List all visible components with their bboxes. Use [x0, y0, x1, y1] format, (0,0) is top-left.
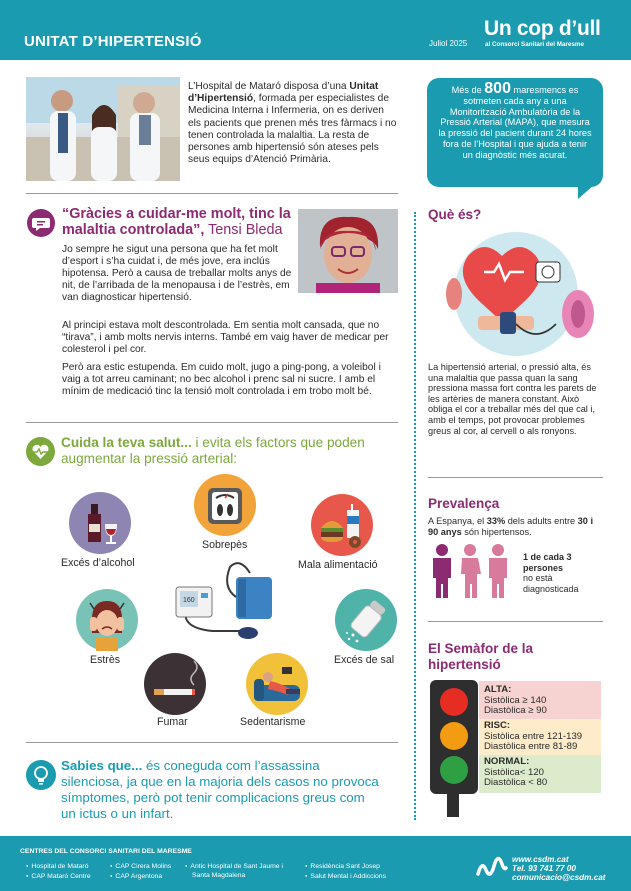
salt-shaker-icon	[335, 589, 397, 651]
smoke-label: Fumar	[157, 716, 188, 728]
divider	[428, 621, 603, 622]
csdm-logo-icon	[476, 856, 508, 878]
phone-number: Tel. 93 741 77 00	[512, 864, 576, 874]
svg-text:160: 160	[183, 597, 195, 604]
tensi-bleda-photo	[298, 209, 398, 293]
stress-icon	[76, 589, 138, 651]
bubble-tail	[578, 185, 594, 199]
sedentary-icon	[246, 653, 308, 715]
amber-light-icon	[440, 722, 468, 750]
alcohol-label: Excés d’alcohol	[61, 557, 135, 569]
level-alta: ALTA: Sistòlica ≥ 140 Diastòlica ≥ 90	[479, 681, 601, 719]
footer-contact	[512, 855, 606, 883]
footer-title: CENTRES DEL CONSORCI SANITARI DEL MARESME	[20, 848, 192, 855]
stress-label: Estrès	[90, 654, 121, 666]
team-photo	[26, 77, 180, 181]
cigarette-icon	[144, 653, 206, 715]
que-es-text: La hipertensió arterial, o pressió alta, és una malaltia que passa quan la sang pressiona massa fort contra les parets de les artèries de manera constant. Això obliga el cor a treballar més del que cal i, amb el temps, pot provocar problemes greus al cor, al cervell o als ronyons.	[428, 362, 597, 436]
blood-pressure-monitor-icon	[172, 557, 292, 641]
scale-icon	[194, 474, 256, 536]
newsletter-subtitle: al Consorci Sanitari del Maresme	[485, 41, 585, 48]
mapa-info-bubble: Més de 800 maresmencs es sotmeten cada any a una Monitorització Ambulatòria de la Pressió Arterial (MAPA), que mesura la pressió del pacient durant 24 hores fora de l’Hospital i que ajuda a tenir un diagnòstic més acurat.	[427, 78, 603, 187]
testimonial-quote: “Gràcies a cuidar-me molt, tinc la malaltia controlada”, Tensi Bleda	[62, 206, 291, 238]
issue-date: Juliol 2025	[429, 39, 468, 48]
people-icons	[428, 542, 516, 600]
green-light-icon	[440, 756, 468, 784]
footer-centres-col-2: ● CAP Cirera Molins ● CAP Argentona	[110, 862, 171, 881]
weight-label: Sobrepès	[202, 539, 248, 551]
junk-food-icon	[311, 494, 373, 556]
salt-label: Excés de sal	[334, 654, 395, 666]
divider	[428, 477, 603, 478]
food-label: Mala alimentació	[298, 559, 378, 571]
website-link[interactable]: www.csdm.cat	[512, 855, 569, 864]
prevalenca-text: A Espanya, el 33% dels adults entre 30 i 90 anys són hipertensos.	[428, 516, 593, 537]
testimonial-paragraph-3: Però ara estic estupenda. Em cuido molt, jugo a ping-pong, a voleibol i vaig a tot arreu caminant; no bec alcohol i prenc sal ni sucre. I amb el mínim de medicació tinc la tensió molt controlada i em trobo molt bé.	[62, 362, 381, 397]
level-normal: NORMAL: Sistòlica< 120 Diastòlica < 80	[479, 755, 601, 793]
intro-text: L’Hospital de Mataró disposa d’una Unitat d’Hipertensió, formada per especialistes de Medicina Interna i Infermeria, on es deriven els pacients que prenen més tres fàrmacs i no tenen controlada la malaltia. La resta de persones amb hipertensió són ateses pels seus equips d’Atenció Primària.	[188, 81, 397, 166]
divider	[26, 422, 398, 423]
footer-centres-col-4: ● Residència Sant Josep ● Salut Mental i Addiccions	[305, 862, 386, 881]
health-heading: Cuida la teva salut... i evita els factors que poden augmentar la pressió arterial:	[61, 435, 365, 466]
divider	[26, 193, 398, 194]
page-title: UNITAT D’HIPERTENSIÓ	[24, 33, 202, 50]
undiagnosed-stat: 1 de cada 3 persones no està diagnosticada	[523, 552, 579, 594]
que-es-heading: Què és?	[428, 207, 482, 222]
red-light-icon	[440, 688, 468, 716]
alcohol-icon	[69, 492, 131, 554]
testimonial-paragraph-2: Al principi estava molt descontrolada. Em sentia molt cansada, que no “tirava”, i amb molts nervis interns. També em vaig haver de medicar per colesterol i pel cor.	[62, 320, 389, 355]
newsletter-brand: Un cop d’ull	[484, 17, 601, 40]
heart-kidney-illustration	[428, 228, 603, 356]
column-divider	[414, 212, 416, 820]
footer-centres-col-1: ● Hospital de Mataró ● CAP Mataró Centre	[26, 862, 91, 881]
footer	[0, 836, 631, 891]
speech-bubble-icon	[27, 209, 55, 237]
heart-pulse-icon	[26, 437, 55, 466]
semafor-heading: El Semàfor de la hipertensió	[428, 641, 534, 672]
level-risc: RISC: Sistòlica entre 121-139 Diastòlica entre 81-89	[479, 719, 601, 755]
header-banner	[0, 0, 631, 60]
testimonial-paragraph-1: Jo sempre he sigut una persona que ha fet molt d’esport i s’ha cuidat i, de més jove, era inclús hipotensa. Però a causa de treballar molts anys de nit, de l’arribada de la menopausa i de l’estrès, em van diagnosticar hipertensió.	[62, 244, 292, 303]
lightbulb-icon	[26, 760, 56, 790]
email-link[interactable]: comunicacio@csdm.cat	[512, 873, 606, 883]
sabies-que-text: Sabies que... és coneguda com l’assassina silenciosa, ja que en la majoria dels casos no provoca símptomes, però pot tenir complicacions greus com un ictus o un infart.	[61, 758, 379, 821]
prevalenca-heading: Prevalença	[428, 496, 500, 511]
sedentary-label: Sedentarisme	[240, 716, 306, 728]
divider	[26, 742, 398, 743]
footer-centres-col-3: ● Antic Hospital de Sant Jaume i Santa Magdalena	[185, 862, 283, 880]
traffic-light-pole	[447, 793, 459, 817]
